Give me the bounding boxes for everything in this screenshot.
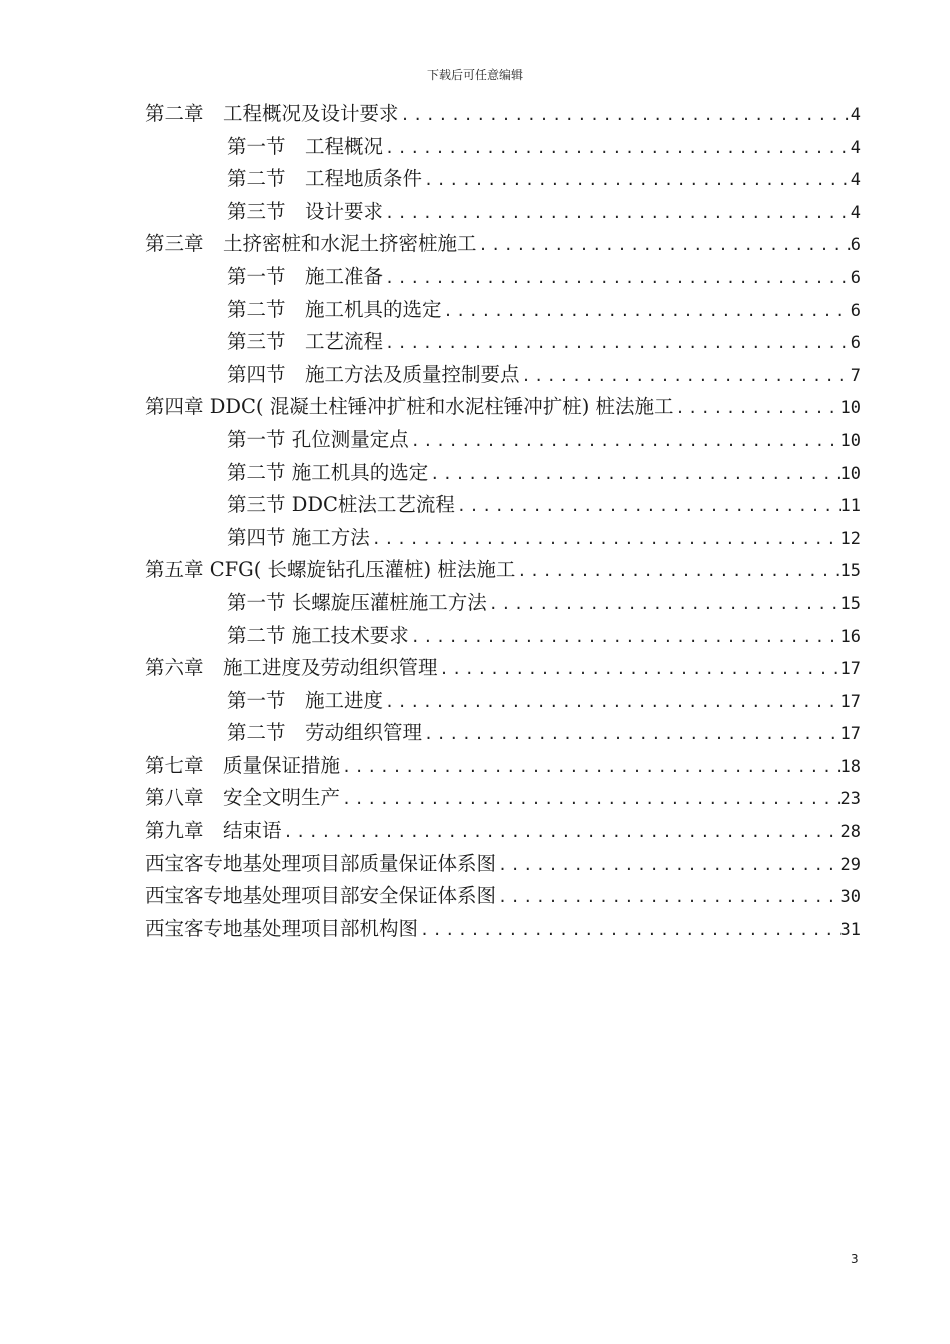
toc-entry-title: 西宝客专地基处理项目部质量保证体系图: [145, 851, 497, 875]
toc-leader-dots: [477, 236, 851, 254]
toc-entry-page: 6: [850, 235, 861, 256]
toc-entry-section[interactable]: [145, 489, 861, 522]
toc-entry-title: 第二节 施工技术要求: [227, 623, 409, 647]
toc-entry-title: 第四节 施工方法及质量控制要点: [227, 362, 520, 386]
toc-entry-page: 30: [840, 887, 861, 908]
toc-entry-chapter[interactable]: [145, 391, 861, 424]
toc-leader-dots: [340, 790, 841, 808]
toc-entry-section[interactable]: [145, 131, 861, 164]
toc-leader-dots: [496, 888, 841, 906]
toc-entry-title: 第二节 施工机具的选定: [227, 297, 442, 321]
toc-entry-page: 10: [840, 463, 861, 484]
toc-entry-title: 第三节 工艺流程: [227, 330, 384, 354]
toc-entry-chapter[interactable]: [145, 554, 861, 587]
toc-entry-section[interactable]: [145, 457, 861, 490]
toc-entry-section[interactable]: [145, 587, 861, 620]
toc-leader-dots: [422, 725, 841, 743]
toc-entry-page: 12: [840, 528, 861, 549]
toc-entry-page: 4: [850, 137, 861, 158]
toc-leader-dots: [418, 921, 841, 939]
toc-leader-dots: [409, 432, 841, 450]
toc-leader-dots: [383, 269, 851, 287]
toc-leader-dots: [520, 367, 851, 385]
toc-entry-chapter[interactable]: [145, 913, 861, 946]
toc-entry-section[interactable]: [145, 196, 861, 229]
toc-entry-title: 第四节 施工方法: [227, 525, 370, 549]
toc-entry-title: 第二节 工程地质条件: [227, 167, 423, 191]
toc-entry-title: 第一节 施工进度: [227, 688, 384, 712]
table-of-contents: [145, 98, 861, 945]
toc-entry-section[interactable]: [145, 326, 861, 359]
toc-entry-page: 17: [840, 659, 861, 680]
toc-entry-section[interactable]: [145, 294, 861, 327]
toc-entry-section[interactable]: [145, 717, 861, 750]
toc-leader-dots: [442, 302, 851, 320]
toc-entry-page: 15: [840, 593, 861, 614]
toc-entry-page: 4: [850, 105, 861, 125]
toc-leader-dots: [674, 399, 841, 417]
toc-entry-title: 第八章 安全文明生产: [145, 786, 341, 810]
toc-leader-dots: [455, 497, 841, 515]
toc-leader-dots: [383, 334, 851, 352]
toc-entry-title: 第一节 工程概况: [227, 134, 384, 158]
toc-entry-title: 第一节 长螺旋压灌桩施工方法: [227, 590, 487, 614]
toc-leader-dots: [515, 562, 840, 580]
toc-entry-page: 4: [850, 202, 861, 223]
toc-leader-dots: [399, 106, 851, 124]
toc-entry-page: 17: [840, 724, 861, 745]
toc-entry-page: 10: [840, 398, 861, 419]
page-number: 3: [851, 1252, 859, 1266]
toc-entry-chapter[interactable]: [145, 848, 861, 881]
toc-leader-dots: [487, 595, 841, 613]
toc-entry-section[interactable]: [145, 522, 861, 555]
toc-entry-title: 第六章 施工进度及劳动组织管理: [145, 656, 438, 680]
toc-entry-page: 11: [840, 496, 861, 517]
toc-entry-chapter[interactable]: [145, 750, 861, 783]
toc-entry-page: 6: [850, 333, 861, 354]
toc-leader-dots: [383, 139, 851, 157]
toc-entry-page: 16: [840, 626, 861, 647]
toc-entry-page: 7: [850, 365, 861, 386]
toc-entry-page: 6: [850, 300, 861, 321]
toc-entry-page: 6: [850, 267, 861, 288]
toc-leader-dots: [438, 660, 841, 678]
toc-entry-chapter[interactable]: [145, 782, 861, 815]
toc-entry-title: 第七章 质量保证措施: [145, 753, 341, 777]
toc-entry-page: 28: [840, 822, 861, 843]
toc-entry-title: 第三章 土挤密桩和水泥土挤密桩施工: [145, 232, 477, 256]
toc-entry-page: 15: [840, 561, 861, 582]
toc-entry-title: 第二章 工程概况及设计要求: [145, 102, 399, 125]
toc-entry-section[interactable]: [145, 620, 861, 653]
toc-entry-section[interactable]: [145, 359, 861, 392]
toc-entry-title: 第二节 劳动组织管理: [227, 721, 423, 745]
toc-entry-title: 第一节 施工准备: [227, 264, 384, 288]
toc-entry-chapter[interactable]: [145, 880, 861, 913]
toc-entry-chapter[interactable]: [145, 98, 861, 131]
toc-entry-page: 31: [840, 919, 861, 940]
toc-leader-dots: [496, 856, 841, 874]
toc-leader-dots: [422, 171, 851, 189]
toc-entry-title: 第三节 DDC桩法工艺流程: [227, 493, 455, 517]
toc-entry-page: 17: [840, 691, 861, 712]
toc-leader-dots: [340, 758, 841, 776]
toc-entry-page: 23: [840, 789, 861, 810]
toc-leader-dots: [409, 628, 841, 646]
page-header: 下载后可任意编辑: [426, 68, 523, 82]
toc-entry-section[interactable]: [145, 261, 861, 294]
toc-entry-title: 西宝客专地基处理项目部安全保证体系图: [145, 884, 497, 908]
toc-entry-title: 第三节 设计要求: [227, 199, 384, 223]
toc-entry-chapter[interactable]: [145, 815, 861, 848]
toc-entry-chapter[interactable]: [145, 228, 861, 261]
toc-leader-dots: [370, 530, 841, 548]
toc-entry-page: 4: [850, 170, 861, 191]
toc-entry-page: 29: [840, 854, 861, 875]
toc-leader-dots: [282, 823, 841, 841]
toc-leader-dots: [383, 693, 841, 711]
toc-entry-section[interactable]: [145, 163, 861, 196]
toc-entry-title: 第五章 CFG( 长螺旋钻孔压灌桩) 桩法施工: [145, 558, 516, 582]
toc-entry-title: 第二节 施工机具的选定: [227, 460, 429, 484]
toc-leader-dots: [383, 204, 851, 222]
toc-entry-section[interactable]: [145, 424, 861, 457]
toc-entry-page: 10: [840, 430, 861, 451]
toc-entry-title: 西宝客专地基处理项目部机构图: [145, 916, 419, 940]
toc-entry-title: 第一节 孔位测量定点: [227, 427, 409, 451]
toc-leader-dots: [428, 465, 840, 483]
toc-entry-title: 第九章 结束语: [145, 819, 282, 843]
toc-entry-chapter[interactable]: [145, 652, 861, 685]
toc-entry-page: 18: [840, 756, 861, 777]
toc-entry-title: 第四章 DDC( 混凝土柱锤冲扩桩和水泥柱锤冲扩桩) 桩法施工: [145, 395, 674, 419]
toc-entry-section[interactable]: [145, 685, 861, 718]
